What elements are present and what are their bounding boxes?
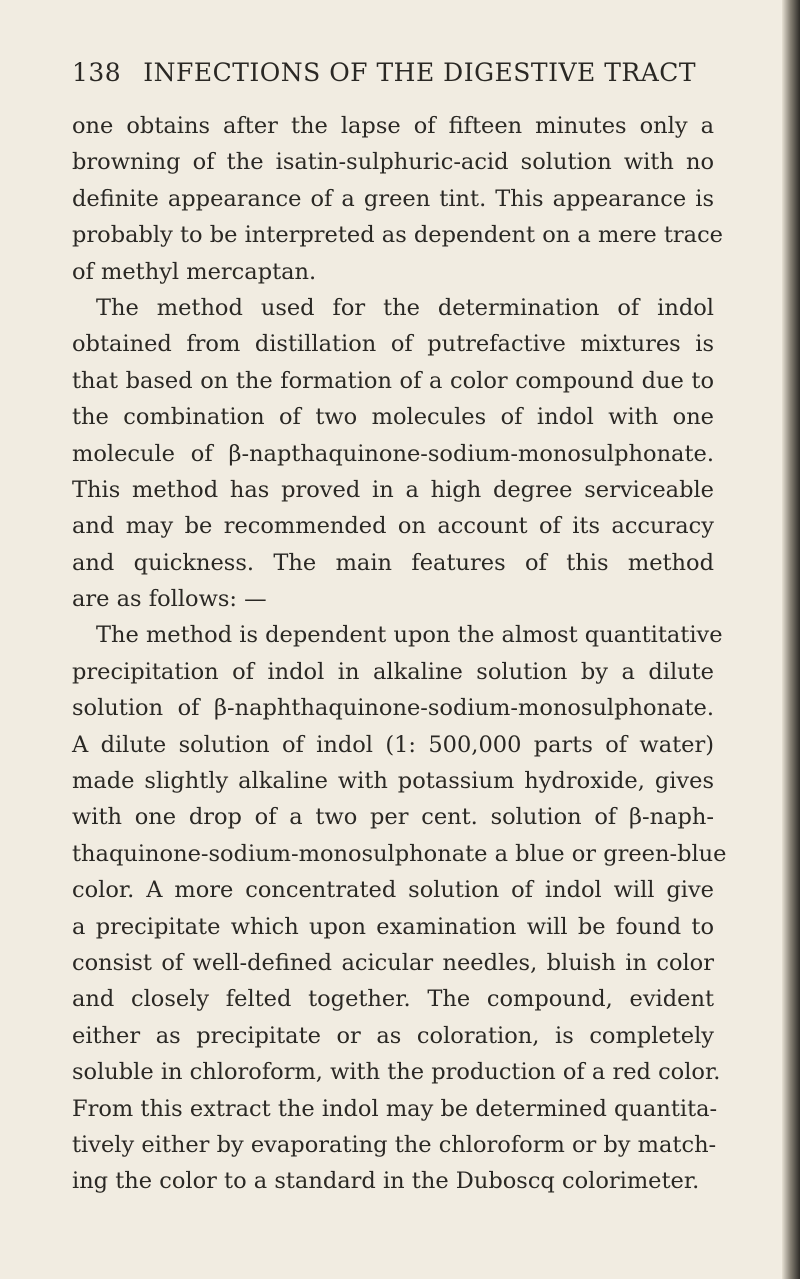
text-line: are as follows: — <box>72 586 267 613</box>
paragraph <box>72 617 727 1199</box>
page-number: 138 <box>72 58 122 87</box>
text-line: and closely felted together. The compound, evident <box>72 986 714 1013</box>
text-line: obtained from distillation of putrefactive mixtures is <box>72 331 714 358</box>
paragraph <box>72 290 714 618</box>
text-line: ing the color to a standard in the Duboscq colorimeter. <box>72 1168 700 1195</box>
text-line: A dilute solution of indol (1: 500,000 parts of water) <box>72 731 714 758</box>
text-line: The method used for the determination of indol <box>96 294 714 321</box>
text-line: one obtains after the lapse of fifteen minutes only a <box>72 113 714 139</box>
text-line: thaquinone-sodium-monosulphonate a blue or green-blue <box>72 840 727 867</box>
text-line: definite appearance of a green tint. This appearance is <box>72 185 714 212</box>
text-line: precipitation of indol in alkaline solution by a dilute <box>72 658 714 685</box>
text-line: and quickness. The main features of this method <box>72 549 714 576</box>
body-text <box>72 108 727 1200</box>
text-line: probably to be interpreted as dependent on a mere trace <box>72 222 723 249</box>
text-line: a precipitate which upon examination will be found to <box>72 913 714 940</box>
text-line: The method is dependent upon the almost quantitative <box>96 622 723 649</box>
text-line: browning of the isatin-sulphuric-acid solution with no <box>72 149 714 176</box>
text-line: solution of β-naphthaquinone-sodium-monosulphonate. <box>72 695 714 722</box>
text-line: that based on the formation of a color compound due to <box>72 367 714 394</box>
text-line: of methyl mercaptan. <box>72 258 317 285</box>
text-line: molecule of β-napthaquinone-sodium-monosulphonate. <box>72 440 714 467</box>
text-line: made slightly alkaline with potassium hydroxide, gives <box>72 768 714 795</box>
text-line: This method has proved in a high degree serviceable <box>72 476 714 503</box>
paragraph <box>72 108 723 290</box>
text-line: tively either by evaporating the chloroform or by match- <box>72 1131 717 1158</box>
chapter-title: INFECTIONS OF THE DIGESTIVE TRACT <box>143 58 697 87</box>
running-head <box>72 58 696 87</box>
text-line: color. A more concentrated solution of indol will give <box>72 877 714 904</box>
text-line: From this extract the indol may be determined quantita- <box>72 1095 718 1122</box>
text-line: the combination of two molecules of indol with one <box>72 404 714 431</box>
text-line: with one drop of a two per cent. solution of β-naph- <box>72 804 714 831</box>
text-line: either as precipitate or as coloration, is completely <box>72 1022 714 1049</box>
page-binding-edge <box>782 0 800 1279</box>
text-line: soluble in chloroform, with the production of a red color. <box>72 1059 721 1086</box>
text-line: and may be recommended on account of its accuracy <box>72 513 714 540</box>
text-line: consist of well-defined acicular needles, bluish in color <box>72 949 714 976</box>
